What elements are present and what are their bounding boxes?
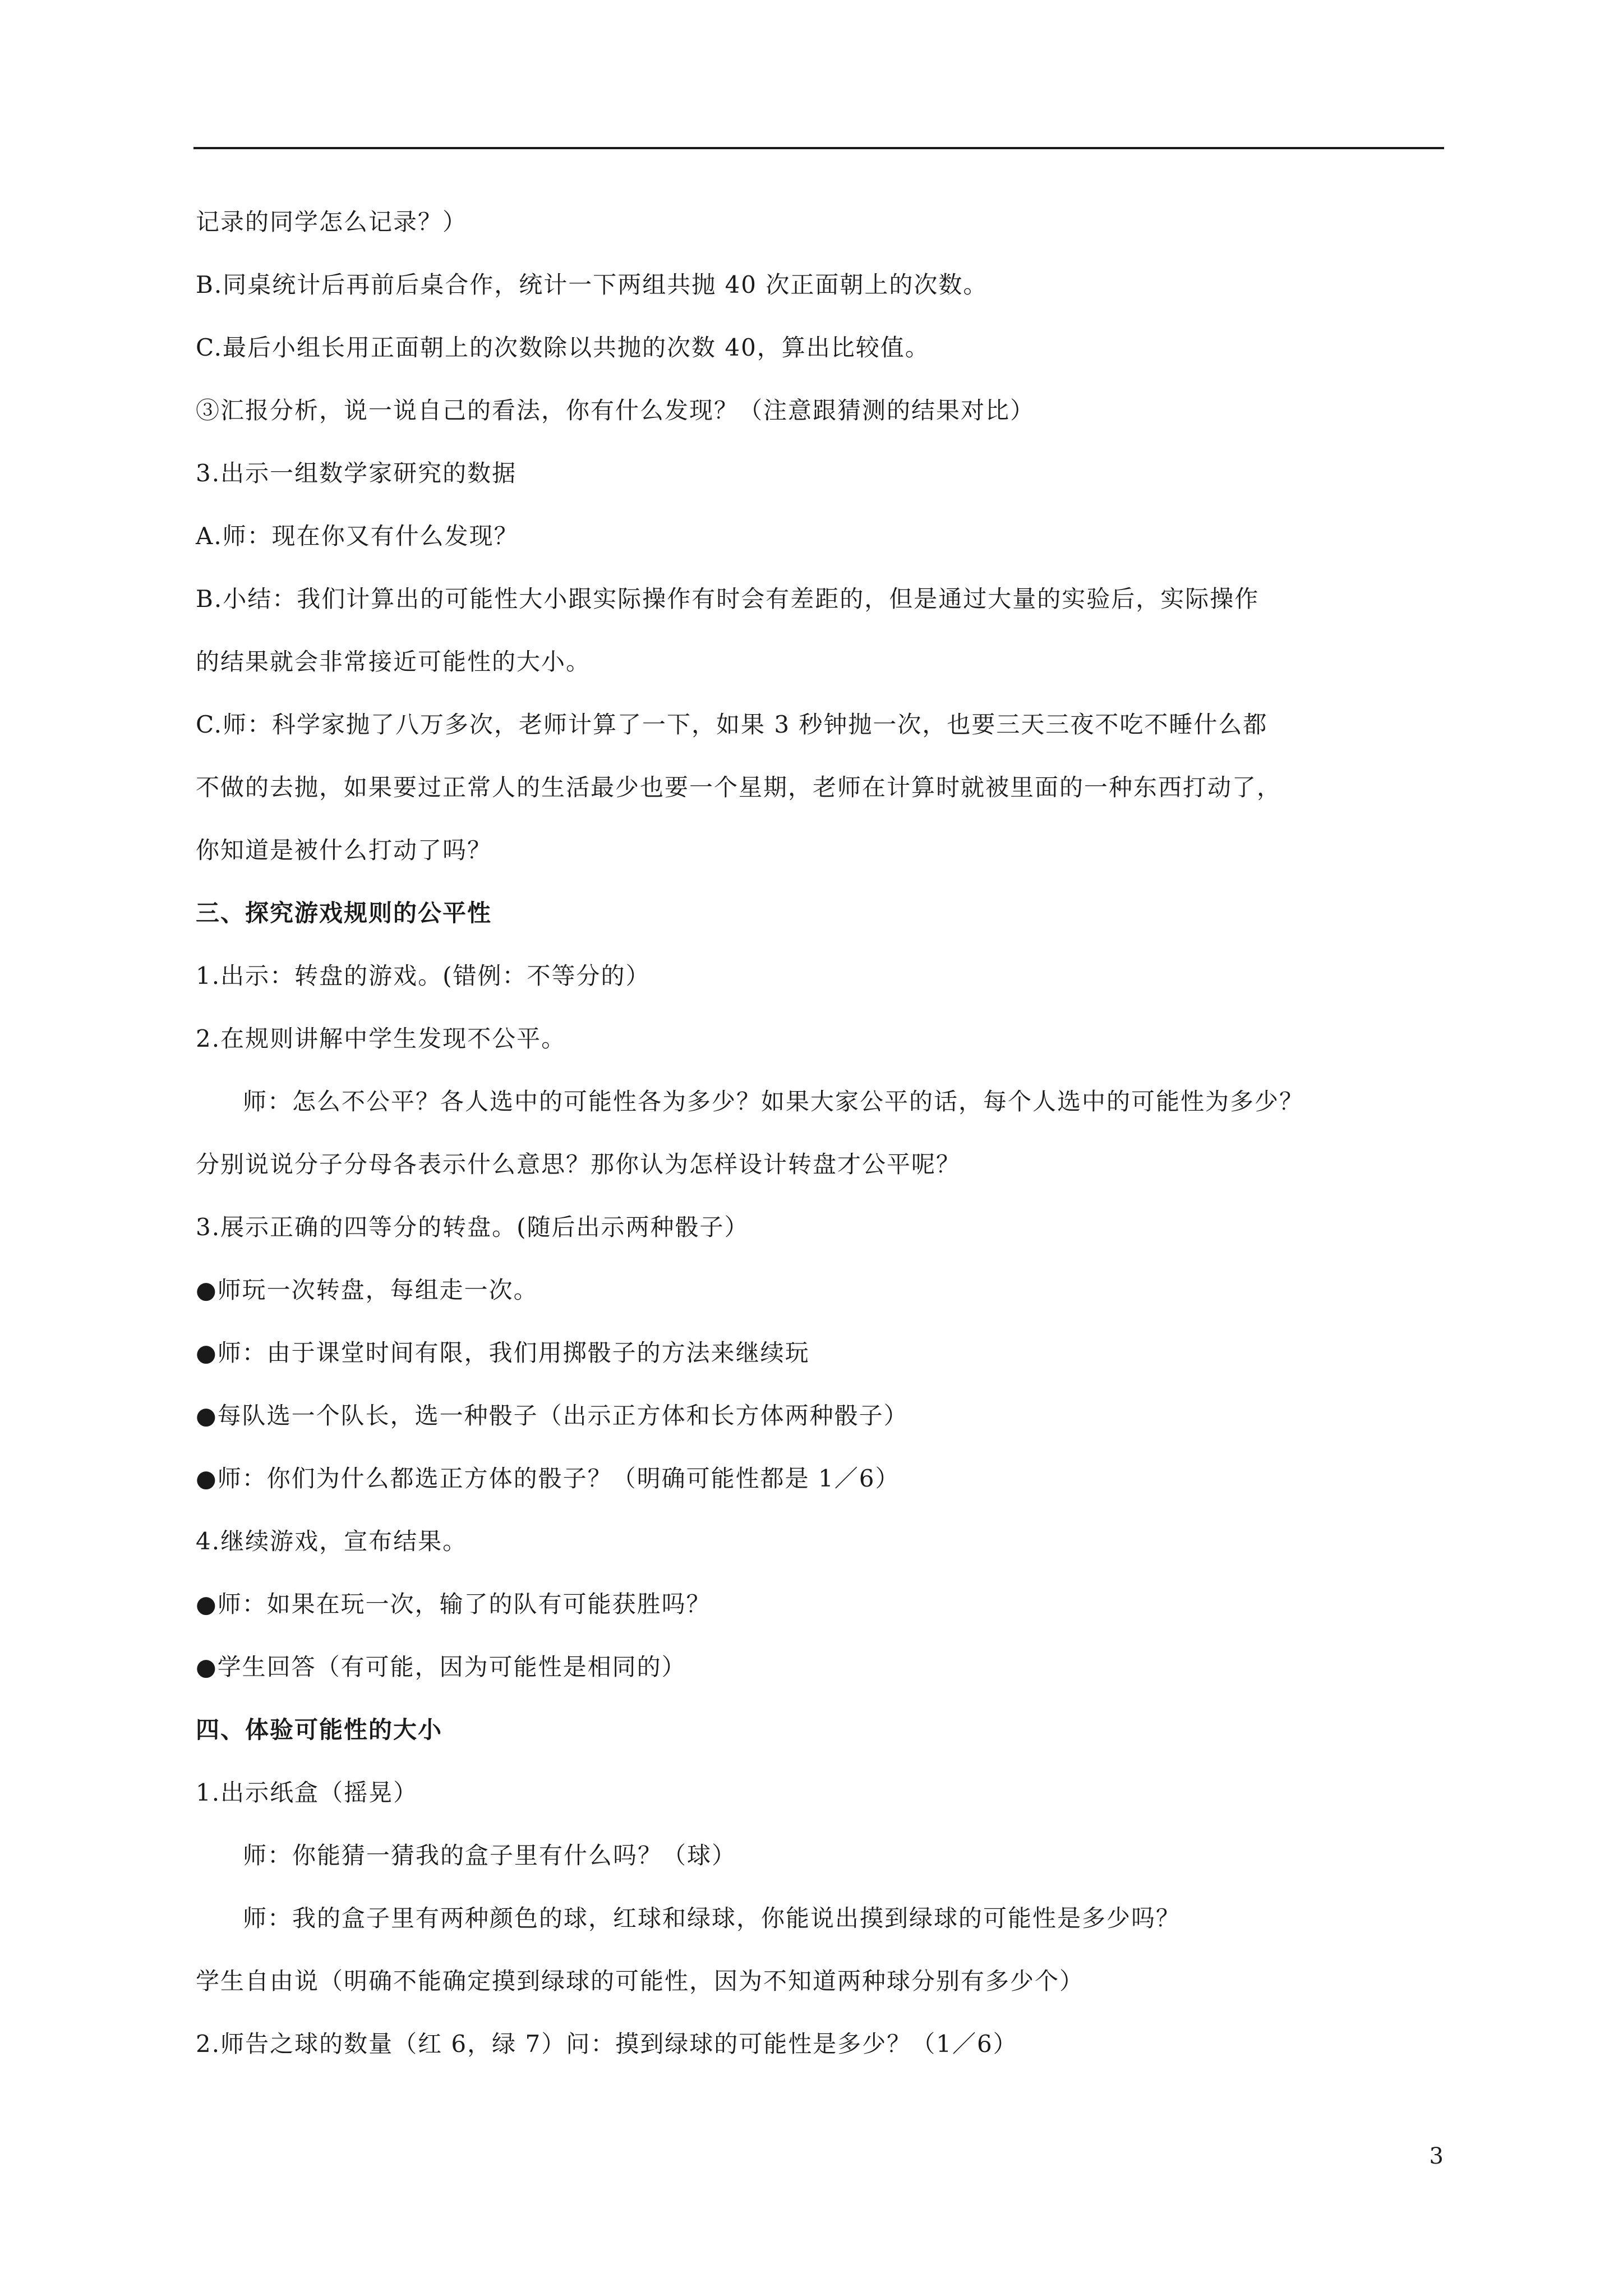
text-line: 3.出示一组数学家研究的数据	[196, 459, 517, 487]
bullet-line: ●师玩一次转盘，每组走一次。	[196, 1276, 538, 1304]
text-line: 师：你能猜一猜我的盒子里有什么吗？（球）	[243, 1842, 737, 1869]
text-line: 记录的同学怎么记录？）	[196, 208, 468, 236]
text-line: C.师：科学家抛了八万多次，老师计算了一下，如果 3 秒钟抛一次，也要三天三夜不吃不睡什么都	[196, 711, 1268, 738]
text-line: C.最后小组长用正面朝上的次数除以共抛的次数 40，算出比较值。	[196, 334, 930, 361]
header-rule	[193, 147, 1444, 149]
text-line: 1.出示纸盒（摇晃）	[196, 1779, 418, 1806]
document-body	[196, 208, 1446, 2092]
text-line: 师：怎么不公平？各人选中的可能性各为多少？如果大家公平的话，每个人选中的可能性为多少？	[243, 1088, 1304, 1115]
text-line: 3.展示正确的四等分的转盘。(随后出示两种骰子）	[196, 1213, 749, 1241]
text-line: 不做的去抛，如果要过正常人的生活最少也要一个星期，老师在计算时就被里面的一种东西打动了，	[196, 774, 1282, 801]
text-line: 2.师告之球的数量（红 6，绿 7）问：摸到绿球的可能性是多少？（1／6）	[196, 2030, 1018, 2058]
text-line: 师：我的盒子里有两种颜色的球，红球和绿球，你能说出摸到绿球的可能性是多少吗？	[243, 1904, 1181, 1932]
text-line: A.师：现在你又有什么发现？	[196, 522, 519, 550]
text-line: 1.出示：转盘的游戏。(错例：不等分的）	[196, 962, 651, 990]
page-number: 3	[1429, 2143, 1444, 2169]
text-line: 2.在规则讲解中学生发现不公平。	[196, 1025, 566, 1052]
section-heading: 三、探究游戏规则的公平性	[196, 899, 492, 927]
text-line: 的结果就会非常接近可能性的大小。	[196, 648, 591, 675]
bullet-line: ●学生回答（有可能，因为可能性是相同的）	[196, 1653, 686, 1681]
text-line: 你知道是被什么打动了吗？	[196, 836, 492, 864]
text-line: B.小结：我们计算出的可能性大小跟实际操作有时会有差距的，但是通过大量的实验后，实际操作	[196, 585, 1260, 613]
text-line: 分别说说分子分母各表示什么意思？那你认为怎样设计转盘才公平呢？	[196, 1151, 961, 1178]
section-heading: 四、体验可能性的大小	[196, 1716, 443, 1743]
text-line: 学生自由说（明确不能确定摸到绿球的可能性，因为不知道两种球分别有多少个）	[196, 1967, 1085, 1995]
bullet-line: ●每队选一个队长，选一种骰子（出示正方体和长方体两种骰子）	[196, 1402, 909, 1429]
text-line: ③汇报分析，说一说自己的看法，你有什么发现？（注意跟猜测的结果对比）	[196, 397, 1035, 424]
bullet-line: ●师：你们为什么都选正方体的骰子？（明确可能性都是 1／6）	[196, 1465, 900, 1492]
bullet-line: ●师：由于课堂时间有限，我们用掷骰子的方法来继续玩	[196, 1339, 810, 1366]
text-line: 4.继续游戏，宣布结果。	[196, 1527, 468, 1555]
text-line: B.同桌统计后再前后桌合作，统计一下两组共抛 40 次正面朝上的次数。	[196, 271, 988, 298]
bullet-line: ●师：如果在玩一次，输了的队有可能获胜吗？	[196, 1590, 711, 1618]
